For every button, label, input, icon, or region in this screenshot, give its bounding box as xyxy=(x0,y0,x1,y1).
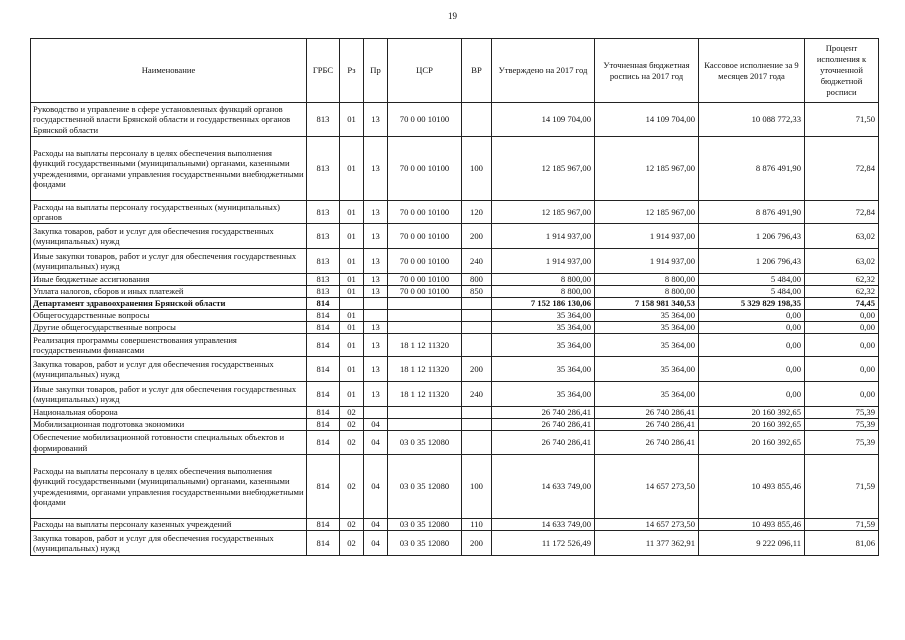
cell-pr: 04 xyxy=(364,519,388,531)
cell-name: Расходы на выплаты персоналу в целях обеспечения выполнения функций государственными (муниципальными) органами, казенными учреждениями, органами управления государственными внебюджетными фондами xyxy=(31,455,307,519)
cell-percent: 72,84 xyxy=(805,201,879,224)
cell-name: Закупка товаров, работ и услуг для обеспечения государственных (муниципальных) нужд xyxy=(31,531,307,556)
cell-approved: 35 364,00 xyxy=(492,382,595,407)
table-row xyxy=(31,455,879,519)
cell-pr: 13 xyxy=(364,249,388,274)
table-row xyxy=(31,310,879,322)
cell-approved: 35 364,00 xyxy=(492,334,595,357)
cell-pr: 13 xyxy=(364,103,388,137)
cell-pr: 04 xyxy=(364,419,388,431)
cell-name: Иные закупки товаров, работ и услуг для обеспечения государственных (муниципальных) нужд xyxy=(31,382,307,407)
cell-vr xyxy=(462,298,492,310)
cell-approved: 14 109 704,00 xyxy=(492,103,595,137)
cell-grbs: 814 xyxy=(307,519,340,531)
cell-rz: 01 xyxy=(340,201,364,224)
cell-percent: 62,32 xyxy=(805,274,879,286)
cell-grbs: 814 xyxy=(307,419,340,431)
table-row xyxy=(31,419,879,431)
cell-pr xyxy=(364,298,388,310)
cell-vr: 100 xyxy=(462,137,492,201)
cell-refined: 14 109 704,00 xyxy=(595,103,699,137)
cell-percent: 75,39 xyxy=(805,431,879,455)
cell-grbs: 814 xyxy=(307,531,340,556)
cell-cash: 1 206 796,43 xyxy=(699,224,805,249)
cell-approved: 1 914 937,00 xyxy=(492,224,595,249)
cell-name: Уплата налогов, сборов и иных платежей xyxy=(31,286,307,298)
table-row xyxy=(31,322,879,334)
cell-approved: 35 364,00 xyxy=(492,357,595,382)
cell-cash: 1 206 796,43 xyxy=(699,249,805,274)
cell-name: Другие общегосударственные вопросы xyxy=(31,322,307,334)
cell-grbs: 814 xyxy=(307,382,340,407)
header-cash: Кассовое исполнение за 9 месяцев 2017 года xyxy=(699,39,805,103)
cell-rz: 01 xyxy=(340,224,364,249)
cell-refined: 11 377 362,91 xyxy=(595,531,699,556)
table-row xyxy=(31,274,879,286)
cell-refined: 8 800,00 xyxy=(595,286,699,298)
header-name: Наименование xyxy=(31,39,307,103)
cell-refined: 35 364,00 xyxy=(595,334,699,357)
cell-csr xyxy=(388,322,462,334)
header-percent: Процент исполнения к уточненной бюджетной росписи xyxy=(805,39,879,103)
cell-cash: 5 484,00 xyxy=(699,274,805,286)
cell-vr xyxy=(462,322,492,334)
cell-approved: 1 914 937,00 xyxy=(492,249,595,274)
cell-vr: 110 xyxy=(462,519,492,531)
header-grbs: ГРБС xyxy=(307,39,340,103)
cell-percent: 63,02 xyxy=(805,224,879,249)
cell-percent: 0,00 xyxy=(805,334,879,357)
cell-cash: 10 493 855,46 xyxy=(699,519,805,531)
cell-approved: 8 800,00 xyxy=(492,286,595,298)
cell-refined: 14 657 273,50 xyxy=(595,519,699,531)
cell-refined: 8 800,00 xyxy=(595,274,699,286)
table-row xyxy=(31,249,879,274)
table-row xyxy=(31,382,879,407)
cell-csr: 18 1 12 11320 xyxy=(388,357,462,382)
cell-grbs: 813 xyxy=(307,103,340,137)
cell-pr xyxy=(364,310,388,322)
cell-percent: 75,39 xyxy=(805,407,879,419)
cell-grbs: 813 xyxy=(307,201,340,224)
table-row xyxy=(31,286,879,298)
cell-refined: 7 158 981 340,53 xyxy=(595,298,699,310)
table-row xyxy=(31,407,879,419)
cell-vr: 240 xyxy=(462,249,492,274)
cell-refined: 14 657 273,50 xyxy=(595,455,699,519)
cell-rz: 01 xyxy=(340,249,364,274)
cell-name: Закупка товаров, работ и услуг для обеспечения государственных (муниципальных) нужд xyxy=(31,357,307,382)
cell-cash: 9 222 096,11 xyxy=(699,531,805,556)
cell-name: Расходы на выплаты персоналу в целях обеспечения выполнения функций государственными (муниципальными) органами, казенными учреждениями, органами управления государственными внебюджетными фондами xyxy=(31,137,307,201)
cell-grbs: 814 xyxy=(307,334,340,357)
cell-approved: 8 800,00 xyxy=(492,274,595,286)
cell-csr xyxy=(388,419,462,431)
cell-grbs: 814 xyxy=(307,322,340,334)
cell-vr: 800 xyxy=(462,274,492,286)
header-approved: Утверждено на 2017 год xyxy=(492,39,595,103)
cell-cash: 0,00 xyxy=(699,310,805,322)
table-body xyxy=(31,103,879,556)
table-row xyxy=(31,519,879,531)
cell-pr: 04 xyxy=(364,531,388,556)
header-vr: ВР xyxy=(462,39,492,103)
cell-cash: 20 160 392,65 xyxy=(699,407,805,419)
cell-approved: 26 740 286,41 xyxy=(492,431,595,455)
cell-percent: 71,59 xyxy=(805,455,879,519)
cell-csr: 70 0 00 10100 xyxy=(388,274,462,286)
cell-name: Иные бюджетные ассигнования xyxy=(31,274,307,286)
cell-percent: 71,59 xyxy=(805,519,879,531)
cell-name: Реализация программы совершенствования управления государственными финансами xyxy=(31,334,307,357)
cell-csr xyxy=(388,298,462,310)
table-row xyxy=(31,431,879,455)
header-csr: ЦСР xyxy=(388,39,462,103)
cell-percent: 0,00 xyxy=(805,357,879,382)
cell-vr: 200 xyxy=(462,224,492,249)
cell-vr xyxy=(462,334,492,357)
cell-rz: 01 xyxy=(340,274,364,286)
cell-csr: 03 0 35 12080 xyxy=(388,519,462,531)
cell-rz: 02 xyxy=(340,419,364,431)
cell-grbs: 814 xyxy=(307,310,340,322)
cell-csr: 70 0 00 10100 xyxy=(388,103,462,137)
cell-grbs: 814 xyxy=(307,431,340,455)
cell-percent: 0,00 xyxy=(805,382,879,407)
cell-grbs: 813 xyxy=(307,249,340,274)
cell-grbs: 813 xyxy=(307,224,340,249)
cell-approved: 35 364,00 xyxy=(492,322,595,334)
cell-csr: 70 0 00 10100 xyxy=(388,286,462,298)
cell-cash: 10 493 855,46 xyxy=(699,455,805,519)
header-refined: Уточненная бюджетная роспись на 2017 год xyxy=(595,39,699,103)
cell-pr: 13 xyxy=(364,137,388,201)
cell-percent: 62,32 xyxy=(805,286,879,298)
cell-refined: 1 914 937,00 xyxy=(595,224,699,249)
cell-approved: 12 185 967,00 xyxy=(492,137,595,201)
cell-name: Национальная оборона xyxy=(31,407,307,419)
cell-vr xyxy=(462,310,492,322)
cell-csr: 18 1 12 11320 xyxy=(388,334,462,357)
table-row xyxy=(31,137,879,201)
header-rz: Рз xyxy=(340,39,364,103)
cell-percent: 0,00 xyxy=(805,322,879,334)
cell-percent: 74,45 xyxy=(805,298,879,310)
cell-pr: 13 xyxy=(364,274,388,286)
cell-pr: 04 xyxy=(364,431,388,455)
cell-approved: 14 633 749,00 xyxy=(492,455,595,519)
cell-rz: 01 xyxy=(340,357,364,382)
header-pr: Пр xyxy=(364,39,388,103)
cell-cash: 0,00 xyxy=(699,382,805,407)
cell-cash: 5 484,00 xyxy=(699,286,805,298)
cell-rz: 01 xyxy=(340,310,364,322)
cell-csr: 03 0 35 12080 xyxy=(388,455,462,519)
cell-rz: 01 xyxy=(340,286,364,298)
cell-name: Расходы на выплаты персоналу государственных (муниципальных) органов xyxy=(31,201,307,224)
cell-csr xyxy=(388,407,462,419)
cell-name: Мобилизационная подготовка экономики xyxy=(31,419,307,431)
cell-pr: 13 xyxy=(364,382,388,407)
cell-vr: 200 xyxy=(462,531,492,556)
cell-cash: 5 329 829 198,35 xyxy=(699,298,805,310)
cell-vr xyxy=(462,103,492,137)
table-row xyxy=(31,298,879,310)
cell-rz: 01 xyxy=(340,137,364,201)
cell-refined: 26 740 286,41 xyxy=(595,431,699,455)
cell-rz: 02 xyxy=(340,407,364,419)
cell-pr: 13 xyxy=(364,357,388,382)
cell-csr: 70 0 00 10100 xyxy=(388,137,462,201)
cell-percent: 71,50 xyxy=(805,103,879,137)
cell-cash: 20 160 392,65 xyxy=(699,419,805,431)
cell-percent: 75,39 xyxy=(805,419,879,431)
page-number: 19 xyxy=(448,11,457,21)
table-row xyxy=(31,334,879,357)
cell-approved: 26 740 286,41 xyxy=(492,419,595,431)
cell-cash: 10 088 772,33 xyxy=(699,103,805,137)
table-row xyxy=(31,201,879,224)
cell-name: Закупка товаров, работ и услуг для обеспечения государственных (муниципальных) нужд xyxy=(31,224,307,249)
cell-percent: 72,84 xyxy=(805,137,879,201)
cell-vr: 120 xyxy=(462,201,492,224)
cell-grbs: 814 xyxy=(307,357,340,382)
cell-pr: 13 xyxy=(364,201,388,224)
cell-grbs: 813 xyxy=(307,286,340,298)
cell-rz: 01 xyxy=(340,334,364,357)
cell-refined: 35 364,00 xyxy=(595,310,699,322)
budget-table xyxy=(30,38,879,556)
cell-cash: 8 876 491,90 xyxy=(699,201,805,224)
cell-vr xyxy=(462,419,492,431)
cell-approved: 7 152 186 130,06 xyxy=(492,298,595,310)
table-row xyxy=(31,531,879,556)
cell-csr: 03 0 35 12080 xyxy=(388,431,462,455)
cell-pr xyxy=(364,407,388,419)
cell-cash: 8 876 491,90 xyxy=(699,137,805,201)
cell-refined: 12 185 967,00 xyxy=(595,137,699,201)
cell-percent: 0,00 xyxy=(805,310,879,322)
cell-vr: 240 xyxy=(462,382,492,407)
cell-pr: 13 xyxy=(364,224,388,249)
cell-vr: 200 xyxy=(462,357,492,382)
cell-percent: 63,02 xyxy=(805,249,879,274)
cell-refined: 35 364,00 xyxy=(595,382,699,407)
cell-csr: 70 0 00 10100 xyxy=(388,201,462,224)
cell-approved: 12 185 967,00 xyxy=(492,201,595,224)
cell-vr xyxy=(462,407,492,419)
table-header-row xyxy=(31,39,879,103)
cell-grbs: 813 xyxy=(307,274,340,286)
cell-cash: 0,00 xyxy=(699,322,805,334)
cell-csr: 70 0 00 10100 xyxy=(388,224,462,249)
cell-rz: 01 xyxy=(340,382,364,407)
cell-vr xyxy=(462,431,492,455)
cell-grbs: 813 xyxy=(307,137,340,201)
table-row xyxy=(31,357,879,382)
cell-name: Расходы на выплаты персоналу казенных учреждений xyxy=(31,519,307,531)
cell-approved: 11 172 526,49 xyxy=(492,531,595,556)
cell-refined: 12 185 967,00 xyxy=(595,201,699,224)
cell-pr: 13 xyxy=(364,322,388,334)
cell-refined: 1 914 937,00 xyxy=(595,249,699,274)
cell-refined: 26 740 286,41 xyxy=(595,407,699,419)
cell-approved: 14 633 749,00 xyxy=(492,519,595,531)
cell-rz: 02 xyxy=(340,531,364,556)
cell-csr: 03 0 35 12080 xyxy=(388,531,462,556)
table-row xyxy=(31,224,879,249)
cell-cash: 0,00 xyxy=(699,334,805,357)
cell-rz: 02 xyxy=(340,431,364,455)
cell-vr: 100 xyxy=(462,455,492,519)
cell-rz: 02 xyxy=(340,455,364,519)
cell-name: Общегосударственные вопросы xyxy=(31,310,307,322)
cell-csr: 18 1 12 11320 xyxy=(388,382,462,407)
cell-rz: 02 xyxy=(340,519,364,531)
cell-csr xyxy=(388,310,462,322)
cell-refined: 26 740 286,41 xyxy=(595,419,699,431)
cell-name: Обеспечение мобилизационной готовности специальных объектов и формирований xyxy=(31,431,307,455)
cell-cash: 0,00 xyxy=(699,357,805,382)
cell-name: Департамент здравоохранения Брянской области xyxy=(31,298,307,310)
cell-grbs: 814 xyxy=(307,455,340,519)
cell-pr: 13 xyxy=(364,334,388,357)
cell-approved: 35 364,00 xyxy=(492,310,595,322)
cell-percent: 81,06 xyxy=(805,531,879,556)
cell-refined: 35 364,00 xyxy=(595,322,699,334)
cell-vr: 850 xyxy=(462,286,492,298)
cell-csr: 70 0 00 10100 xyxy=(388,249,462,274)
table-row xyxy=(31,103,879,137)
cell-grbs: 814 xyxy=(307,298,340,310)
cell-refined: 35 364,00 xyxy=(595,357,699,382)
cell-pr: 13 xyxy=(364,286,388,298)
cell-cash: 20 160 392,65 xyxy=(699,431,805,455)
cell-rz: 01 xyxy=(340,322,364,334)
cell-pr: 04 xyxy=(364,455,388,519)
cell-rz: 01 xyxy=(340,103,364,137)
cell-name: Руководство и управление в сфере установленных функций органов государственной власти Брянской области и государственных органов Брянской области xyxy=(31,103,307,137)
cell-approved: 26 740 286,41 xyxy=(492,407,595,419)
cell-grbs: 814 xyxy=(307,407,340,419)
cell-name: Иные закупки товаров, работ и услуг для обеспечения государственных (муниципальных) нужд xyxy=(31,249,307,274)
cell-rz xyxy=(340,298,364,310)
